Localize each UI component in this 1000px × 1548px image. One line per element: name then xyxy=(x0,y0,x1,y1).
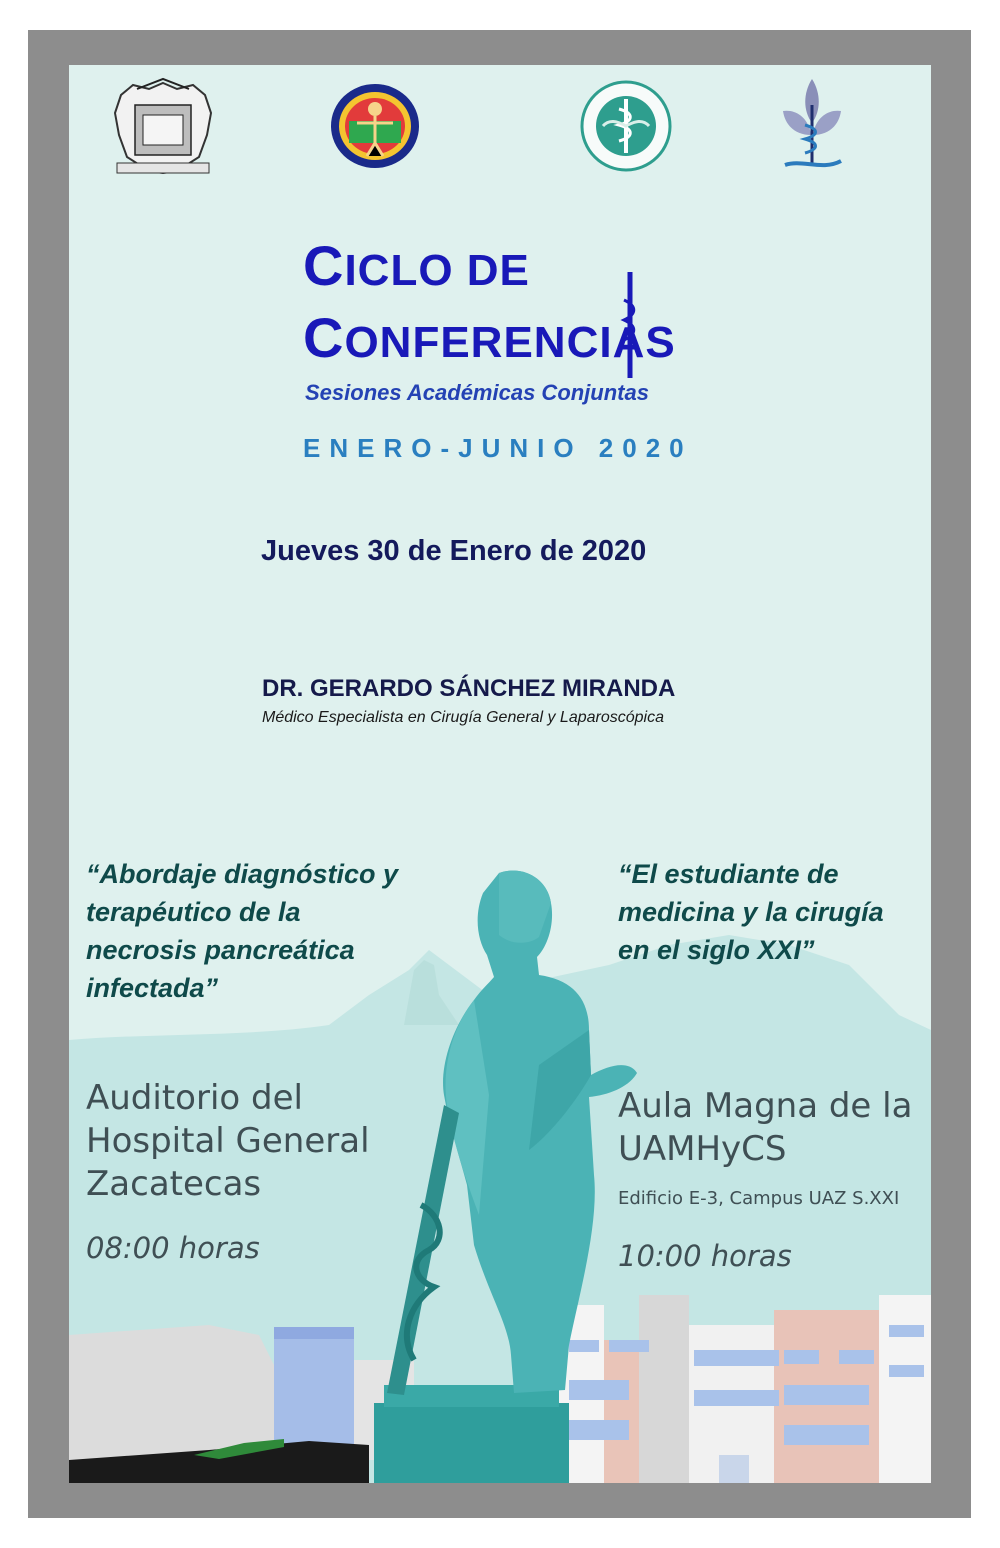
speaker-description: Médico Especialista en Cirugía General y Laparoscópica xyxy=(262,709,664,726)
session-2-venue: Aula Magna de la UAMHyCS xyxy=(618,1086,913,1169)
caduceus-flower-icon xyxy=(777,75,847,175)
period: ENERO-JUNIO 2020 xyxy=(303,433,693,463)
event-date: Jueves 30 de Enero de 2020 xyxy=(261,535,647,567)
building-left-blue-top xyxy=(274,1327,354,1339)
building-door xyxy=(719,1455,749,1483)
statue-pedestal xyxy=(374,1403,569,1483)
speaker-name: DR. GERARDO SÁNCHEZ MIRANDA xyxy=(262,675,676,702)
session-1-time: 08:00 horas xyxy=(86,1231,260,1265)
title-line-1: CICLO DE xyxy=(303,234,530,297)
building-right-white-3 xyxy=(879,1295,931,1483)
building-right-gray-1 xyxy=(639,1295,689,1483)
session-1-venue: Auditorio del Hospital General Zacatecas xyxy=(86,1078,370,1204)
session-2-venue-detail: Edificio E-3, Campus UAZ S.XXI xyxy=(618,1188,900,1209)
hospital-general-zacatecas-icon xyxy=(579,79,673,173)
poster xyxy=(69,65,931,1483)
building-left-blue xyxy=(274,1337,354,1457)
title-line-2: CONFERENCIAS xyxy=(303,306,676,369)
university-seal-icon xyxy=(107,75,219,177)
session-2-topic: “El estudiante de medicina y la cirugía en el siglo XXI” xyxy=(618,859,884,965)
session-1-topic: “Abordaje diagnóstico y terapéutico de la necrosis pancreática infectada” xyxy=(86,859,399,1003)
rod-of-asclepius-icon xyxy=(619,270,641,380)
subtitle: Sesiones Académicas Conjuntas xyxy=(305,380,649,405)
medicina-humana-emblem-icon xyxy=(327,81,423,171)
session-2-time: 10:00 horas xyxy=(618,1239,792,1273)
